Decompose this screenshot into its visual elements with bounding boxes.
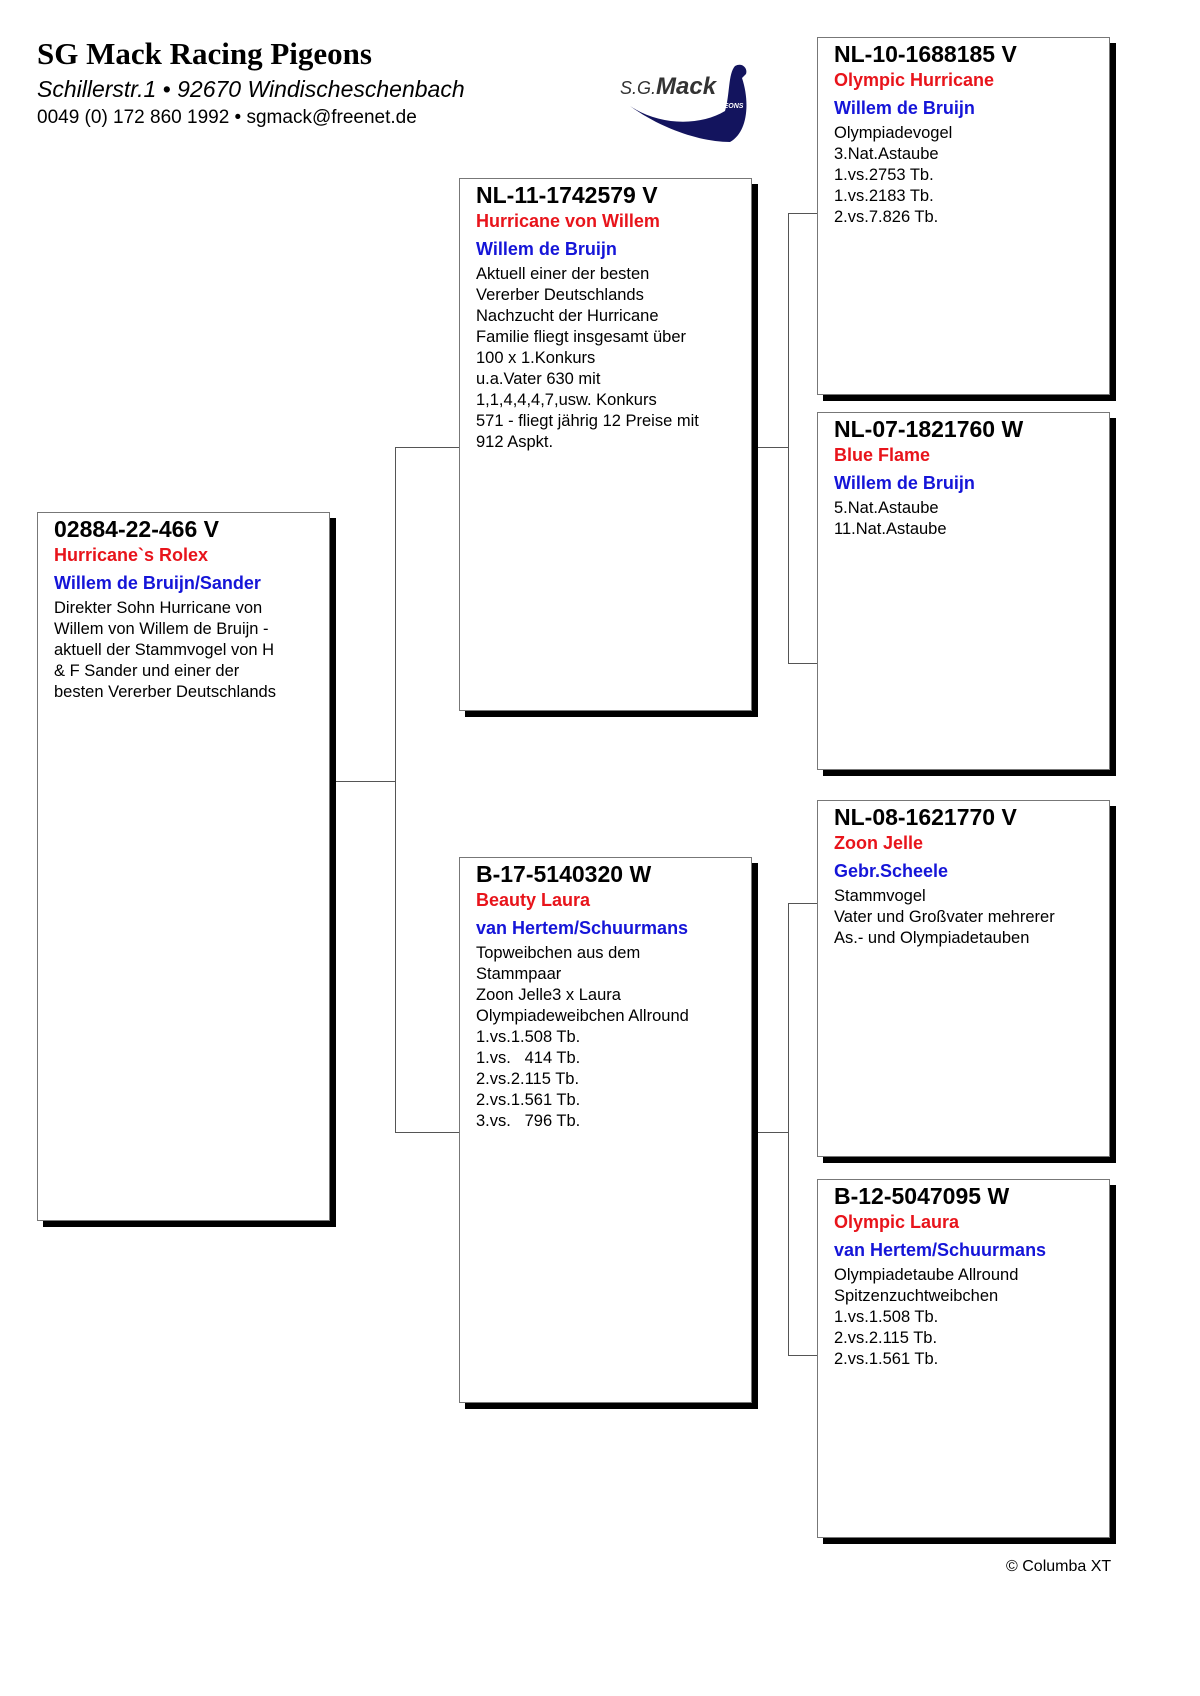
breeder: Willem de Bruijn — [476, 239, 617, 259]
contact: 0049 (0) 172 860 1992 • sgmack@freenet.de — [37, 107, 417, 128]
connector — [758, 447, 788, 448]
pigeon-name: Olympic Laura — [834, 1212, 960, 1232]
breeder: Willem de Bruijn — [834, 98, 975, 118]
description: Stammvogel Vater und Großvater mehrerer As.- und Olympiadetauben — [834, 887, 1055, 947]
copyright: © Columba XT — [1006, 1558, 1112, 1575]
breeder: Willem de Bruijn — [834, 473, 975, 493]
connector — [395, 1132, 459, 1133]
pigeon-name: Blue Flame — [834, 445, 931, 465]
breeder: Gebr.Scheele — [834, 861, 949, 881]
ring-number: B-17-5140320 W — [476, 861, 652, 887]
svg-text:Mack: Mack — [656, 73, 717, 100]
connector — [788, 213, 817, 214]
ring-number: NL-07-1821760 W — [834, 416, 1024, 442]
connector — [336, 781, 395, 782]
connector — [758, 1132, 788, 1133]
ring-number: NL-10-1688185 V — [834, 41, 1017, 67]
ring-number: NL-11-1742579 V — [476, 182, 658, 208]
breeder: van Hertem/Schuurmans — [834, 1240, 1047, 1260]
svg-text:RACING PIGEONS: RACING PIGEONS — [682, 103, 744, 110]
connector — [788, 663, 817, 664]
description: 5.Nat.Astaube 11.Nat.Astaube — [834, 499, 947, 538]
pigeon-card-sire-dam — [817, 412, 1110, 770]
description: Olympiadetaube Allround Spitzenzuchtweibchen 1.vs.1.508 Tb. 2.vs.2.115 Tb. 2.vs.1.561 Tb. — [834, 1266, 1019, 1368]
connector — [788, 903, 817, 904]
pigeon-card-dam-dam — [817, 1179, 1110, 1538]
pigeon-name: Olympic Hurricane — [834, 70, 995, 90]
svg-text:S.G.: S.G. — [620, 78, 657, 98]
pigeon-name: Beauty Laura — [476, 890, 591, 910]
pigeon-name: Hurricane von Willem — [476, 211, 660, 231]
connector — [395, 447, 459, 448]
breeder: Willem de Bruijn/Sander — [54, 573, 261, 593]
pigeon-card-sire-sire — [817, 37, 1110, 395]
pigeon-card-dam-sire — [817, 800, 1110, 1157]
pigeon-card-sire — [459, 178, 752, 711]
logo-pigeon-icon — [620, 62, 755, 144]
connector — [788, 1355, 817, 1356]
connector — [788, 903, 789, 1356]
pigeon-card-subject — [37, 512, 330, 1221]
address: Schillerstr.1 • 92670 Windischeschenbach — [37, 76, 465, 102]
description: Direkter Sohn Hurricane von Willem von Willem de Bruijn - aktuell der Stammvogel von H & F Sander und einer der besten Vererber Deutschlands — [54, 599, 276, 701]
ring-number: 02884-22-466 V — [54, 516, 219, 542]
description: Topweibchen aus dem Stammpaar Zoon Jelle3 x Laura Olympiadeweibchen Allround 1.vs.1.508 Tb. 1.vs. 414 Tb. 2.vs.2.115 Tb. 2.vs.1.561 Tb. 3.vs. 796 Tb. — [476, 944, 689, 1130]
page-title: SG Mack Racing Pigeons — [37, 36, 372, 71]
description: Aktuell einer der besten Vererber Deutschlands Nachzucht der Hurricane Familie fliegt insgesamt über 100 x 1.Konkurs u.a.Vater 630 mit 1,1,4,4,4,7,usw. Konkurs 571 - fliegt jährig 12 Preise mit 912 Aspkt. — [476, 265, 699, 451]
connector — [395, 447, 396, 1133]
pigeon-name: Hurricane`s Rolex — [54, 545, 209, 565]
connector — [788, 213, 789, 664]
breeder: van Hertem/Schuurmans — [476, 918, 689, 938]
pigeon-card-dam — [459, 857, 752, 1403]
ring-number: NL-08-1621770 V — [834, 804, 1017, 830]
ring-number: B-12-5047095 W — [834, 1183, 1010, 1209]
pigeon-name: Zoon Jelle — [834, 833, 924, 853]
description: Olympiadevogel 3.Nat.Astaube 1.vs.2753 Tb. 1.vs.2183 Tb. 2.vs.7.826 Tb. — [834, 124, 953, 226]
